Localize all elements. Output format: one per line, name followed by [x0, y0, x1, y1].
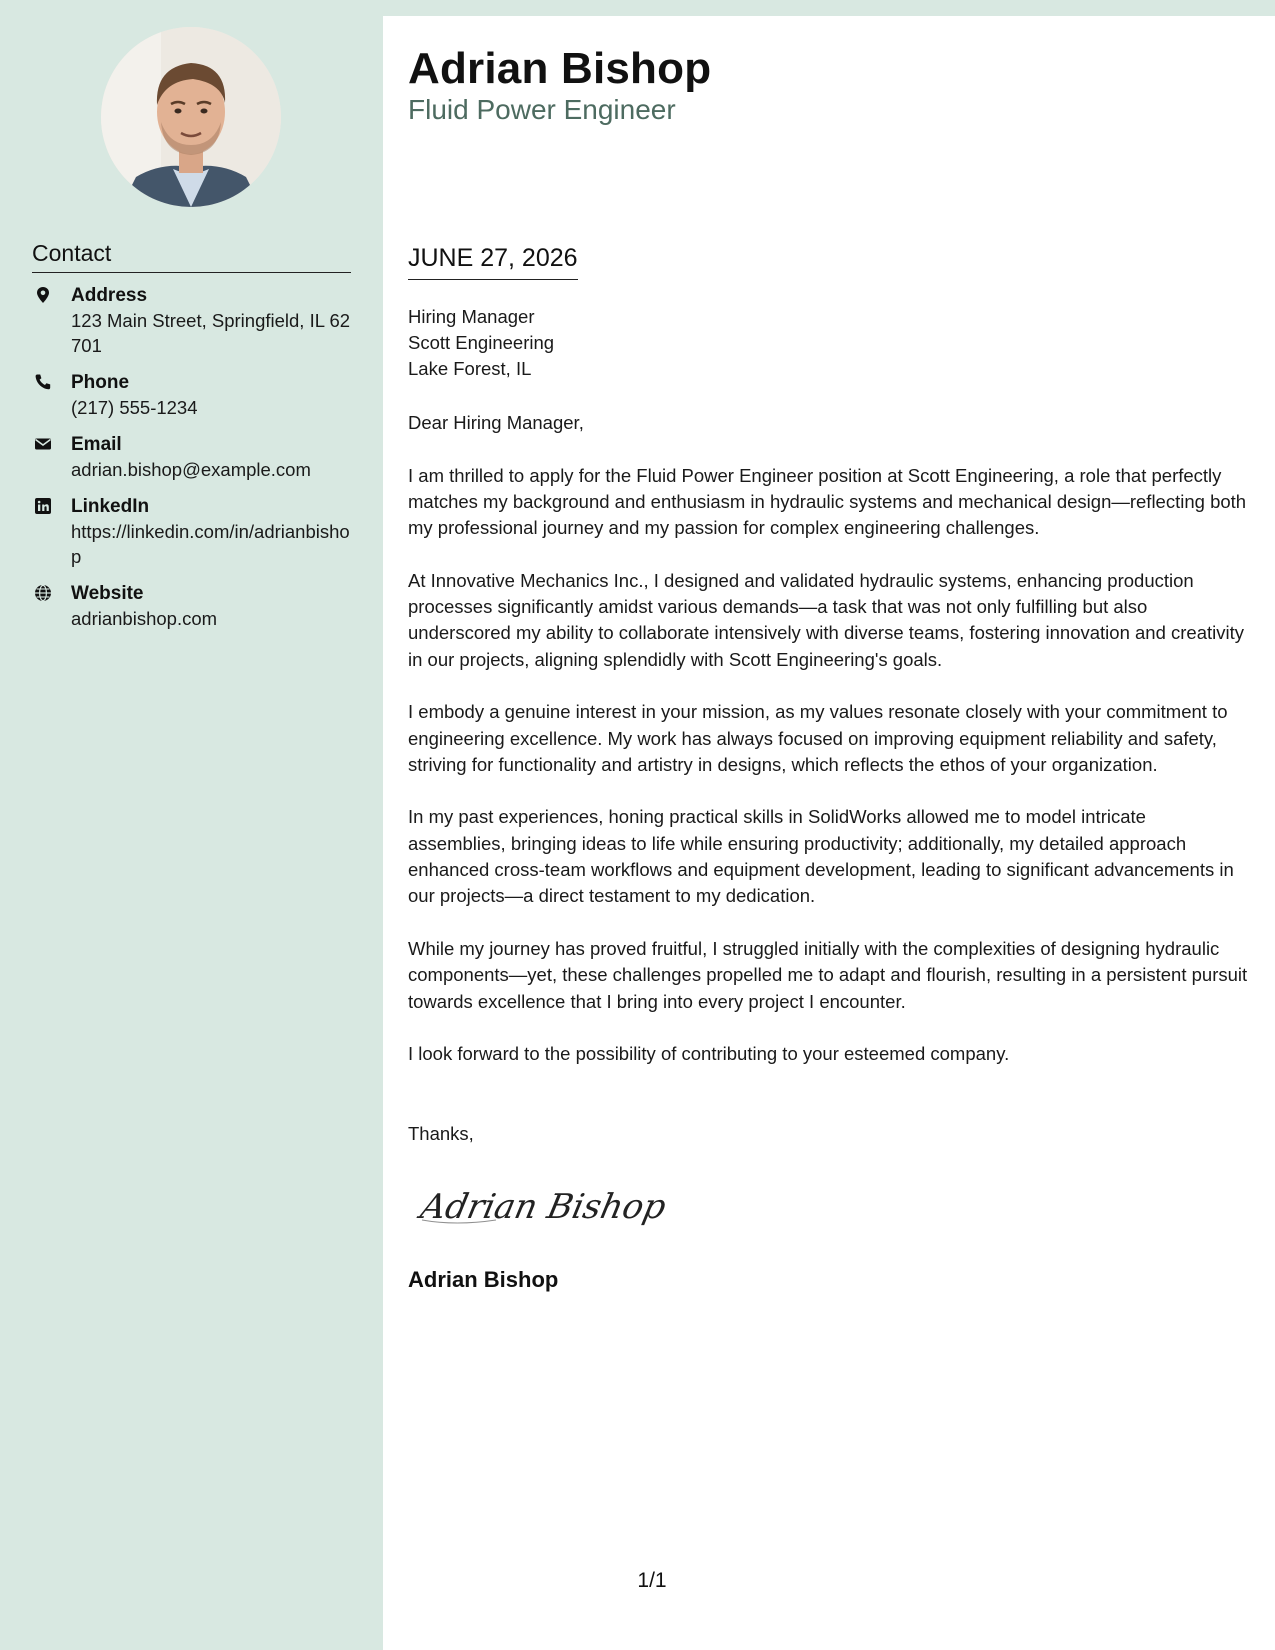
- letter-main: [383, 16, 1275, 1650]
- recipient-line: Scott Engineering: [408, 332, 555, 353]
- contact-item-address: [32, 283, 352, 358]
- sidebar: [0, 0, 383, 1650]
- body-paragraph: While my journey has proved fruitful, I struggled initially with the complexities of designing hydraulic components—yet, these challenges propelled me to adapt and flourish, resulting in a persistent pursuit towards excellence that I bring into every project I encounter.: [408, 937, 1248, 1012]
- body-paragraph: I look forward to the possibility of contributing to your esteemed company.: [408, 1043, 1010, 1065]
- contact-item-phone: [32, 370, 352, 420]
- signer-name: Adrian Bishop: [408, 1267, 559, 1292]
- globe-icon: [34, 584, 52, 602]
- body-paragraph: At Innovative Mechanics Inc., I designed and validated hydraulic systems, enhancing production processes significantly amidst various demands—a task that was not only fulfilling but also underscored my ability to collaborate intensively with diverse teams, fostering innovation and creativity in our projects, aligning splendidly with Scott Engineering's goals.: [408, 569, 1244, 670]
- contact-label: LinkedIn: [71, 496, 150, 517]
- closing: Thanks,: [408, 1123, 474, 1144]
- email-value[interactable]: adrian.bishop@example.com: [71, 459, 311, 480]
- contact-item-email: [32, 432, 352, 482]
- letter-body: [408, 410, 1248, 1094]
- job-title: Fluid Power Engineer: [408, 94, 676, 125]
- contact-list: [32, 283, 352, 643]
- phone-value[interactable]: (217) 555-1234: [71, 397, 198, 418]
- website-value[interactable]: adrianbishop.com: [71, 608, 218, 629]
- envelope-icon: [34, 435, 52, 453]
- handwritten-signature: [416, 1176, 676, 1236]
- page-number: 1/1: [637, 1569, 667, 1592]
- salutation: Dear Hiring Manager,: [408, 412, 584, 433]
- body-paragraph: I embody a genuine interest in your mission, as my values resonate closely with your commitment to engineering excellence. My work has always focused on improving equipment reliability and safety, striving for functionality and artistry in designs, which reflects the ethos of your organization.: [408, 701, 1228, 775]
- contact-label: Email: [71, 434, 122, 455]
- letter-date: JUNE 27, 2026: [408, 244, 578, 280]
- applicant-name: Adrian Bishop: [408, 44, 712, 93]
- profile-photo: [101, 27, 281, 207]
- contact-label: Address: [71, 285, 148, 306]
- contact-item-website: [32, 581, 352, 631]
- contact-heading: Contact: [32, 240, 351, 273]
- contact-label: Phone: [71, 372, 130, 393]
- linkedin-icon: [34, 497, 52, 515]
- recipient-line: Lake Forest, IL: [408, 358, 532, 379]
- contact-label: Website: [71, 583, 144, 604]
- phone-icon: [34, 373, 52, 391]
- linkedin-value[interactable]: https://linkedin.com/in/adrianbishop: [71, 521, 350, 567]
- body-paragraph: I am thrilled to apply for the Fluid Power Engineer position at Scott Engineering, a role that perfectly matches my background and enthusiasm in hydraulic systems and mechanical design—reflecting both my professional journey and my passion for complex engineering challenges.: [408, 464, 1247, 539]
- recipient-block: [408, 304, 554, 382]
- body-paragraph: In my past experiences, honing practical skills in SolidWorks allowed me to model intricate assemblies, bringing ideas to life while ensuring productivity; additionally, my detailed approach enhanced cross-team workflows and equipment development, leading to significant advancements in our projects—a direct testament to my dedication.: [408, 806, 1234, 907]
- recipient-line: Hiring Manager: [408, 306, 535, 327]
- contact-item-linkedin: [32, 494, 352, 569]
- map-pin-icon: [34, 286, 52, 304]
- address-value: 123 Main Street, Springfield, IL 62701: [71, 310, 351, 356]
- svg-text:Adrian Bishop: Adrian Bishop: [417, 1187, 670, 1227]
